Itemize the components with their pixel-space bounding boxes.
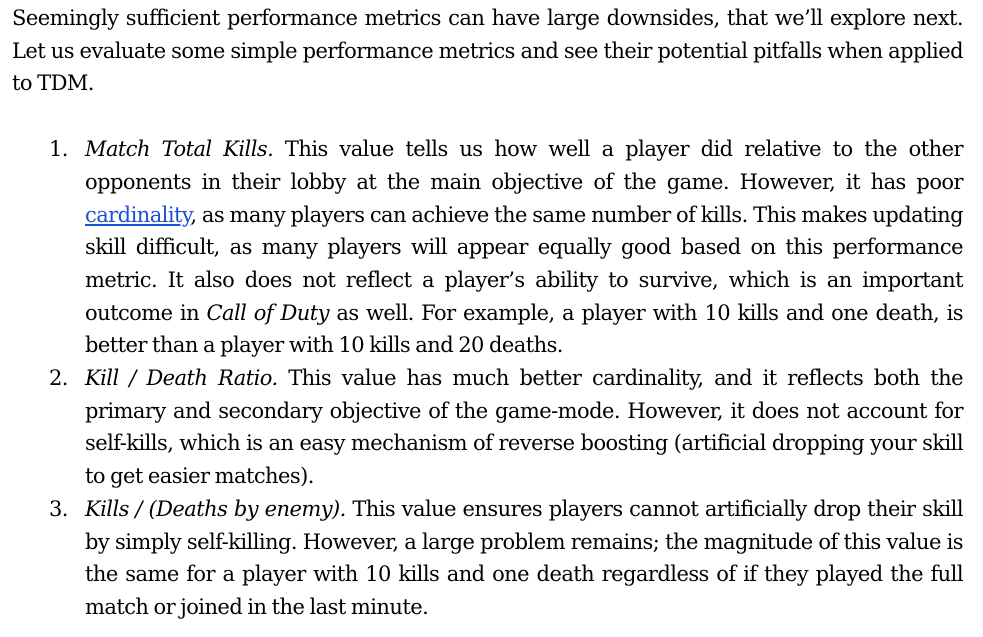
item-text: This value tells us how well a player did relative to the other opponents in their lobby at the main objective of the game. However, it has poor (85, 137, 963, 194)
item-title: Kills / (Deaths by enemy). (85, 496, 346, 521)
item-text: This value ensures players cannot artificially drop their skill by simply self-killing. However, a large problem remains; the magnitude of this value is the same for a player with 10 kills and one death regardless of if they played the full match or joined in the last minute. (85, 496, 963, 619)
metrics-list (12, 133, 963, 624)
list-number: 1. (49, 137, 68, 162)
list-number: 3. (49, 496, 68, 521)
game-title: Call of Duty (206, 300, 329, 325)
item-text: This value has much better cardinality, and it reflects both the primary and secondary objective of the game-mode. However, it does not account for self-kills, which is an easy mechanism of reverse boosting (artificial dropping your skill to get easier matches). (85, 366, 964, 489)
item-text: as well. For example, a player with 10 kills and one death, is better than a player with 10 kills and 20 deaths. (85, 300, 963, 358)
list-item-kill-death-ratio (12, 362, 963, 493)
list-item-match-total-kills (12, 133, 963, 362)
item-text: , as many players can achieve the same number of kills. This makes updating skill difficult, as many players will appear equally good based on this performance metric. It also does not reflect a player’s ability to survive, which is an important outcome in (85, 202, 963, 325)
cardinality-link[interactable]: cardinality (85, 202, 191, 227)
list-item-kills-per-enemy-deaths (12, 493, 963, 624)
list-number: 2. (49, 366, 68, 391)
item-title: Match Total Kills. (85, 137, 274, 162)
item-title: Kill / Death Ratio. (85, 366, 278, 391)
intro-paragraph: Seemingly sufficient performance metrics can have large downsides, that we’ll explore next. Let us evaluate some simple performance metrics and see their potential pitfalls when applied to TDM. (12, 6, 963, 96)
